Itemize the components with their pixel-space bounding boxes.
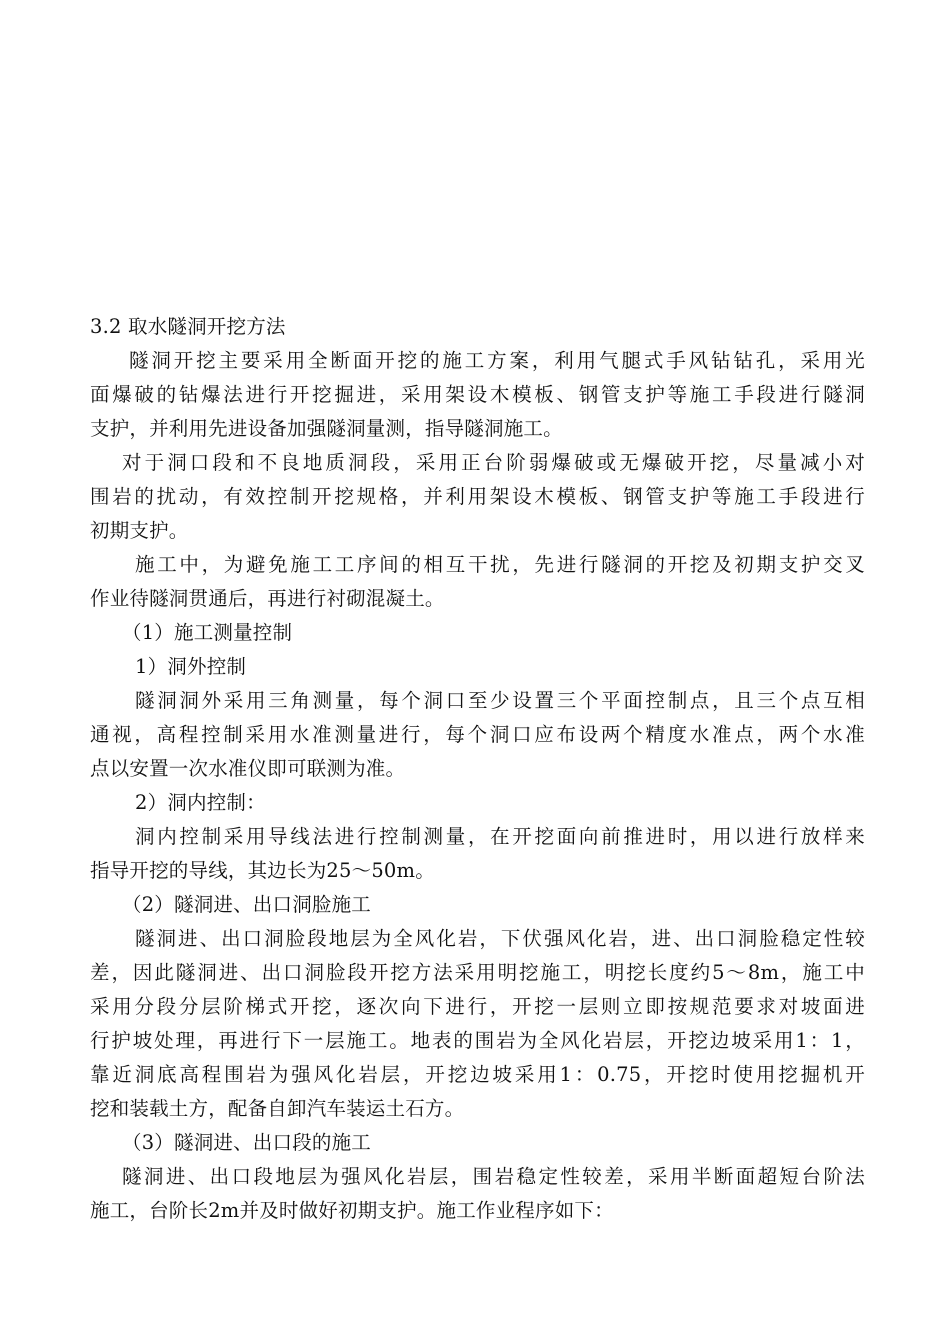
- paragraph-inside-control: [90, 820, 865, 888]
- text-line: 作业待隧洞贯通后，再进行衬砌混凝土。: [90, 587, 445, 610]
- text-line: 挖和装载土方，配备自卸汽车装运土石方。: [90, 1097, 465, 1120]
- paragraph-portal-section: [90, 446, 865, 548]
- text-line: 施工中，为避免施工工序间的相互干扰，先进行隧洞的开挖及初期支护交叉: [135, 553, 865, 576]
- subheading-inside-control: 2）洞内控制：: [135, 791, 266, 814]
- section-title: 3.2 取水隧洞开挖方法: [90, 315, 286, 338]
- text-line: 通视，高程控制采用水准测量进行，每个洞口应布设两个精度水准点，两个水准: [90, 723, 865, 746]
- text-line: 点以安置一次水准仪即可联测为准。: [90, 757, 406, 780]
- text-line: 隧洞洞外采用三角测量，每个洞口至少设置三个平面控制点，且三个点互相: [135, 689, 865, 712]
- text-line: 采用分段分层阶梯式开挖，逐次向下进行，开挖一层则立即按规范要求对坡面进: [90, 995, 865, 1018]
- text-line: 差，因此隧洞进、出口洞脸段开挖方法采用明挖施工，明挖长度约5～8m，施工中: [90, 961, 865, 984]
- paragraph-outside-control: [90, 684, 865, 786]
- text-line: 对于洞口段和不良地质洞段，采用正台阶弱爆破或无爆破开挖，尽量减小对: [122, 451, 865, 474]
- paragraph-full-face-excavation: [90, 344, 865, 446]
- paragraph-portal-face: [90, 922, 865, 1126]
- text-line: 隧洞进、出口段地层为强风化岩层，围岩稳定性较差，采用半断面超短台阶法: [122, 1165, 865, 1188]
- paragraph-construction-sequence: [90, 548, 865, 616]
- text-line: 行护坡处理，再进行下一层施工。地表的围岩为全风化岩层，开挖边坡采用1：1，: [90, 1029, 865, 1052]
- text-line: 初期支护。: [90, 519, 189, 542]
- text-line: 围岩的扰动，有效控制开挖规格，并利用架设木模板、钢管支护等施工手段进行: [90, 485, 865, 508]
- text-line: 隧洞开挖主要采用全断面开挖的施工方案，利用气腿式手风钻钻孔，采用光: [129, 349, 865, 372]
- text-line: 洞内控制采用导线法进行控制测量，在开挖面向前推进时，用以进行放样来: [135, 825, 865, 848]
- paragraph-portal-section-construction: [90, 1160, 865, 1228]
- text-line: 支护，并利用先进设备加强隧洞量测，指导隧洞施工。: [90, 417, 563, 440]
- text-line: 靠近洞底高程围岩为强风化岩层，开挖边坡采用1：0.75，开挖时使用挖掘机开: [90, 1063, 865, 1086]
- text-line: 隧洞进、出口洞脸段地层为全风化岩，下伏强风化岩，进、出口洞脸稳定性较: [135, 927, 865, 950]
- document-page: [90, 310, 865, 1228]
- text-line: 指导开挖的导线，其边长为25～50m。: [90, 859, 435, 882]
- heading-portal-section-construction: （3）隧洞进、出口段的施工: [122, 1131, 372, 1154]
- text-line: 施工，台阶长2m并及时做好初期支护。施工作业程序如下：: [90, 1199, 614, 1222]
- heading-survey-control: （1）施工测量控制: [122, 621, 293, 644]
- text-line: 面爆破的钻爆法进行开挖掘进，采用架设木模板、钢管支护等施工手段进行隧洞: [90, 383, 865, 406]
- heading-portal-face: （2）隧洞进、出口洞脸施工: [122, 893, 372, 916]
- subheading-outside-control: 1）洞外控制: [135, 655, 247, 678]
